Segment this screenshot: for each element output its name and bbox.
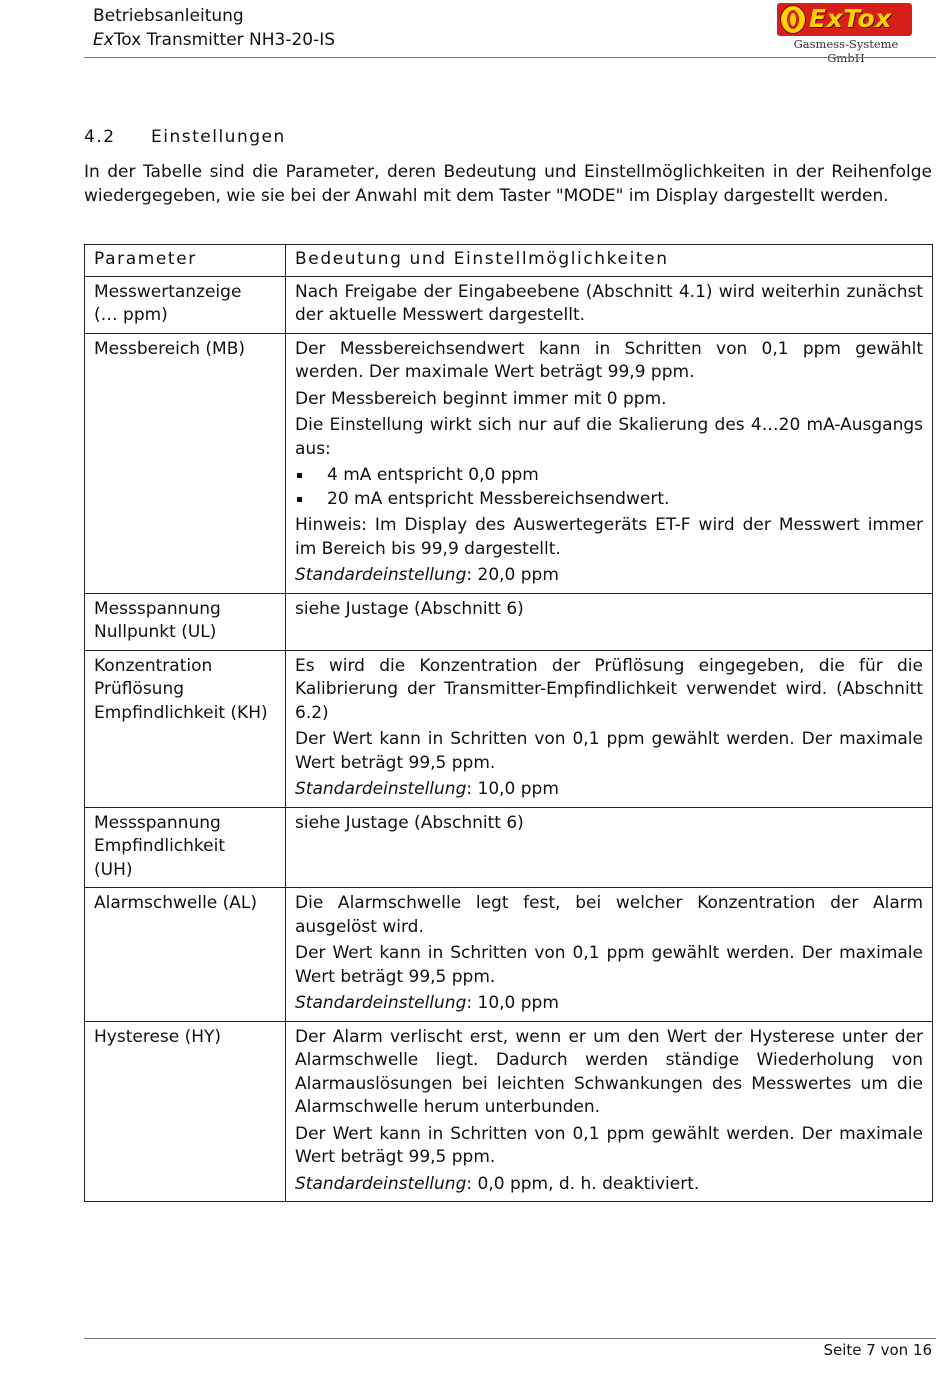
page-number: Seite 7 von 16 xyxy=(823,1341,932,1359)
default-setting-value: : 10,0 ppm xyxy=(466,993,559,1013)
column-header-meaning: Bedeutung und Einstellmöglichkeiten xyxy=(286,245,933,277)
default-setting-label: Standardeinstellung xyxy=(295,565,467,585)
description-text: Die Alarmschwelle legt fest, bei welcher Konzentration der Alarm ausgelöst wird. xyxy=(295,893,923,937)
default-setting-label: Standardeinstellung xyxy=(295,779,467,799)
table-row xyxy=(85,333,933,593)
parameter-name: Konzentration Prüflösung Empfindlichkeit (KH) xyxy=(85,650,286,807)
description-text: siehe Justage (Abschnitt 6) xyxy=(295,598,524,619)
description-text: Der Messbereichsendwert kann in Schritten von 0,1 ppm gewählt werden. Der maximale Wert beträgt 99,9 ppm. xyxy=(295,338,923,382)
parameter-description xyxy=(286,1021,933,1202)
logo-brand: ExTox xyxy=(809,4,892,33)
product-name xyxy=(93,28,335,52)
parameter-name: Alarmschwelle (AL) xyxy=(85,888,286,1022)
default-setting-label: Standardeinstellung xyxy=(295,1173,467,1194)
description-text: Der Alarm verlischt erst, wenn er um den Wert der Hysterese unter der Alarmschwelle liegt. Dadurch werden ständige Wiederholung von Alarmauslösungen bei leichten Schwankungen des Messwertes um die Alarmschwelle herum unterbunden. xyxy=(295,1026,923,1117)
parameter-table xyxy=(84,244,933,1202)
description-text: Nach Freigabe der Eingabeebene (Abschnitt 4.1) wird weiterhin zunächst der aktuelle Messwert dargestellt. xyxy=(295,281,923,325)
table-row xyxy=(85,1021,933,1202)
table-row xyxy=(85,807,933,888)
section-title: Einstellungen xyxy=(151,127,286,147)
description-text: Der Wert kann in Schritten von 0,1 ppm gewählt werden. Der maximale Wert beträgt 99,5 ppm. xyxy=(295,1123,923,1167)
footer-divider xyxy=(84,1338,936,1339)
description-text: Der Wert kann in Schritten von 0,1 ppm gewählt werden. Der maximale Wert beträgt 99,5 ppm. xyxy=(295,943,923,987)
logo-badge xyxy=(777,3,912,36)
parameter-description xyxy=(286,650,933,807)
table-row xyxy=(85,888,933,1022)
description-text: Es wird die Konzentration der Prüflösung eingegeben, die für die Kalibrierung der Transmitter-Empfindlichkeit verwendet wird. (Abschnitt 6.2) xyxy=(295,655,923,723)
logo-emblem-icon xyxy=(780,5,806,34)
list-item: 4 mA entspricht 0,0 ppm xyxy=(295,464,923,488)
parameter-name: Messwertanzeige (… ppm) xyxy=(85,276,286,333)
parameter-description xyxy=(286,333,933,593)
document-header xyxy=(93,4,335,52)
parameter-description xyxy=(286,888,933,1022)
default-setting xyxy=(295,564,923,588)
bullet-list xyxy=(295,464,923,511)
default-setting-label: Standardeinstellung xyxy=(295,993,467,1013)
parameter-name: Hysterese (HY) xyxy=(85,1021,286,1202)
description-text: Der Wert kann in Schritten von 0,1 ppm gewählt werden. Der maximale Wert beträgt 99,5 ppm. xyxy=(295,729,923,773)
parameter-name: Messspannung Nullpunkt (UL) xyxy=(85,593,286,650)
description-text: Die Einstellung wirkt sich nur auf die Skalierung des 4…20 mA-Ausgangs aus: xyxy=(295,415,923,459)
logo-tagline: Gasmess-Systeme GmbH xyxy=(793,37,899,65)
list-item: 20 mA entspricht Messbereichsendwert. xyxy=(295,488,923,512)
table-row xyxy=(85,650,933,807)
product-name-prefix: Ex xyxy=(93,30,114,50)
default-setting-value: : 10,0 ppm xyxy=(466,779,559,799)
product-name-rest: Tox Transmitter NH3-20-IS xyxy=(113,30,336,50)
section-heading xyxy=(84,127,286,147)
parameter-name: Messspannung Empfindlichkeit (UH) xyxy=(85,807,286,888)
default-setting xyxy=(295,1173,923,1197)
description-note: Hinweis: Im Display des Auswertegeräts ET-F wird der Messwert immer im Bereich bis 99,9 dargestellt. xyxy=(295,515,923,559)
parameter-description xyxy=(286,276,933,333)
document-type: Betriebsanleitung xyxy=(93,6,244,26)
default-setting-value: : 0,0 ppm, d. h. deaktiviert. xyxy=(466,1173,700,1194)
table-row xyxy=(85,593,933,650)
section-number: 4.2 xyxy=(84,127,116,147)
column-header-parameter: Parameter xyxy=(85,245,286,277)
description-text: siehe Justage (Abschnitt 6) xyxy=(295,812,524,833)
default-setting xyxy=(295,992,923,1016)
table-header-row xyxy=(85,245,933,277)
parameter-description xyxy=(286,593,933,650)
parameter-name: Messbereich (MB) xyxy=(85,333,286,593)
parameter-description xyxy=(286,807,933,888)
header-divider xyxy=(84,57,936,58)
description-text: Der Messbereich beginnt immer mit 0 ppm. xyxy=(295,388,667,409)
extox-logo xyxy=(777,3,913,65)
default-setting xyxy=(295,778,923,802)
default-setting-value: : 20,0 ppm xyxy=(466,565,559,585)
table-row xyxy=(85,276,933,333)
intro-paragraph: In der Tabelle sind die Parameter, deren Bedeutung und Einstellmöglichkeiten in der Reihenfolge wiedergegeben, wie sie bei der Anwahl mit dem Taster "MODE" im Display dargestellt werden. xyxy=(84,162,932,206)
